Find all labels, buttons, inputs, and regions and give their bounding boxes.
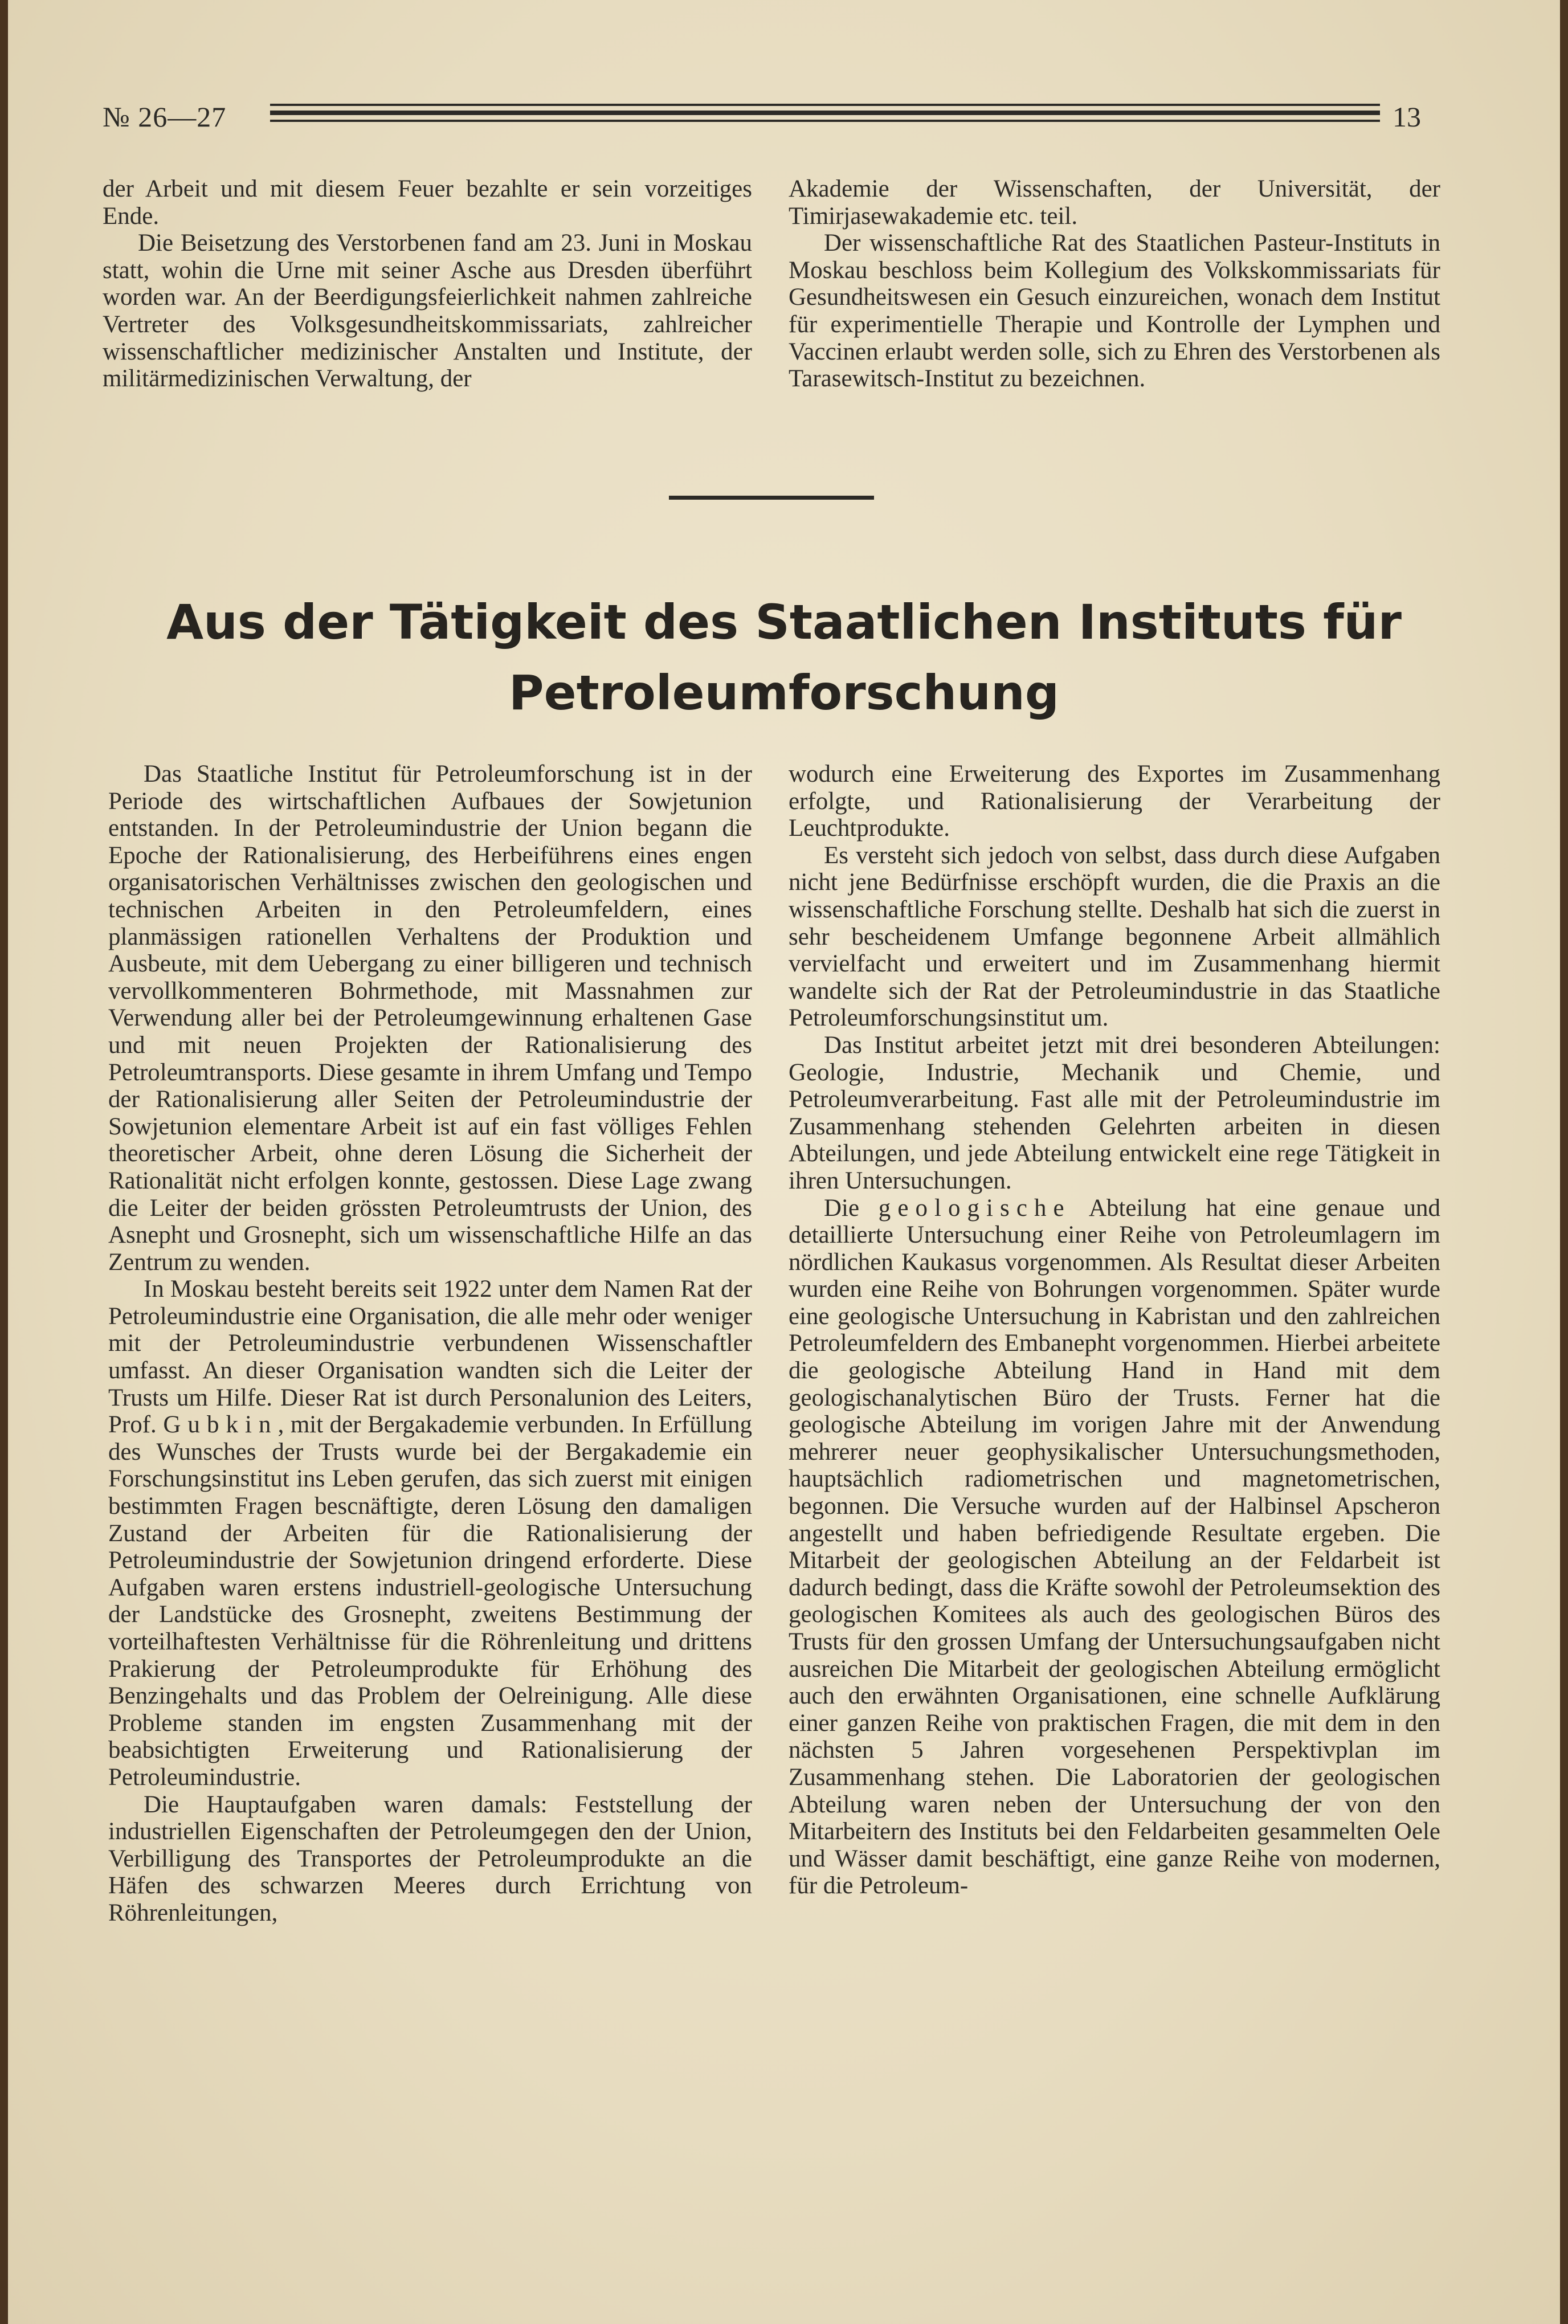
paragraph: Die Beisetzung des Verstorbenen fand am 23. Juni in Moskau statt, wohin die Urne mit seiner Asche aus Dresden überführt worden war. An der Beerdigungsfeierlichkeit nahmen zahlreiche Vertreter des Volksgesundheitskommissariats, zahlreicher wissenschaftlicher medizinischer Anstalten und Institute, der militärmedizinischen Verwaltung, der — [103, 230, 752, 393]
person-name-spaced: Gubkin — [163, 1411, 278, 1439]
paragraph: Die Hauptaufgaben waren damals: Feststellung der industriellen Eigenschaften der Petroleumgegen den der Union, Verbilligung des Transportes der Petroleumprodukte an die Häfen des schwarzen Meeres durch Errichtung von Röhrenleitungen, — [108, 1791, 752, 1926]
section-divider — [669, 496, 874, 500]
article-title — [111, 587, 1457, 728]
page-header — [8, 97, 1560, 142]
header-rule-thick — [270, 111, 1380, 115]
paragraph: Der wissenschaftliche Rat des Staatlichen Pasteur-Instituts in Moskau beschloss beim Kollegium des Volkskommissariats für Gesundheitswesen ein Gesuch einzureichen, wonach dem Institut für experimentielle Therapie und Kontrolle der Lymphen und Vaccinen erlaubt werden solle, sich zu Ehren des Verstorbenen als Tarasewitsch-Institut zu bezeichnen. — [789, 230, 1440, 393]
paragraph: Akademie der Wissenschaften, der Universität, der Timirjasewakademie etc. teil. — [789, 175, 1440, 230]
paragraph: Es versteht sich jedoch von selbst, dass durch diese Aufgaben nicht jene Bedürfnisse erschöpft wurden, die die Praxis an die wissenschaftliche Forschung stellte. Deshalb hat sich die zuerst in sehr bescheidenem Umfange begonnene Arbeit allmählich vervielfacht und erweitert und im Zusammenhang hiermit wandelte sich der Rat der Petroleumindustrie in das Staatliche Petroleumforschungsinstitut um. — [789, 842, 1440, 1032]
text-run: Die — [824, 1194, 860, 1222]
article-title-line-2: Petroleumforschung — [509, 665, 1059, 721]
paragraph: wodurch eine Erweiterung des Exportes im Zusammenhang erfolgte, und Rationalisierung der Verarbeitung der Leuchtprodukte. — [789, 761, 1440, 842]
text-run: , mit der Bergakademie verbunden. In Erfüllung des Wunsches der Trusts wurde bei der Bergakademie ein Forschungsinstitut ins Leben gerufen, das sich zuerst mit einigen bestimmten Fragen bescnäftigte, deren Lösung den damaligen Zustand der Arbeiten für die Rationalisierung der Petroleumindustrie der Sowjetunion dringend erforderte. Diese Aufgaben waren erstens industriell-geologische Untersuchung der Landstücke des Grosnepht, zweitens Bestimmung der vorteilhaftesten Verhältnisse für die Röhrenleitung und drittens Prakierung der Petroleumprodukte für Erhöhung des Benzingehalts und das Problem der Oelreinigung. Alle diese Probleme standen im engsten Zusammenhang mit der beabsichtigten Erweiterung und Rationalisierung der Petroleumindustrie. — [108, 1411, 753, 1791]
newspaper-page — [8, 0, 1560, 2324]
previous-article-left-column — [103, 175, 752, 393]
article-left-column — [108, 761, 752, 1927]
previous-article-right-column — [789, 175, 1440, 393]
header-rule-thin-top — [270, 104, 1380, 106]
article-title-line-1: Aus der Tätigkeit des Staatlichen Instituts für — [166, 594, 1402, 650]
paragraph: Das Institut arbeitet jetzt mit drei besonderen Abteilungen: Geologie, Industrie, Mechanik und Chemie, und Petroleumverarbeitung. Fast alle mit der Petroleumindustrie im Zusammenhang stehenden Gelehrten arbeiten in diesen Abteilungen, und jede Abteilung entwickelt eine rege Tätigkeit in ihren Untersuchungen. — [789, 1031, 1440, 1194]
header-rule-thin-bottom — [270, 120, 1380, 122]
paragraph: Das Staatliche Institut für Petroleumforschung ist in der Periode des wirtschaftlichen Aufbaues der Sowjetunion entstanden. In der Petroleumindustrie der Union begann die Epoche der Rationalisierung, des Herbeiführens eines engen organisatorischen Verhältnisses zwischen den geologischen und technischen Arbeiten in den Petroleumfeldern, eines planmässigen rationellen Verhaltens der Produktion und Ausbeute, mit dem Uebergang zu einer billigeren und technisch vervollkommenteren Bohrmethode, mit Massnahmen zur Verwendung aller bei der Petroleumgewinnung erhaltenen Gase und mit neuen Projekten der Rationalisierung des Petroleumtransports. Diese gesamte in ihrem Umfang und Tempo der Rationalisierung aller Seiten der Petroleumindustrie der Sowjetunion elementare Arbeit ist auf ein fast völliges Fehlen theoretischer Arbeit, ohne deren Lösung die Sicherheit der Rationalität nicht erfolgen konnte, gestossen. Diese Lage zwang die Leiter der beiden grössten Petroleumtrusts der Union, des Asnepht und Grosnepht, sich um wissenschaftliche Hilfe an das Zentrum zu wenden. — [108, 761, 752, 1276]
text-run: In Moskau besteht bereits seit 1922 unter dem Namen Rat der Petroleumindustrie eine Organisation, die alle mehr oder weniger mit der Petroleumindustrie verbundenen Wissenschaftler umfasst. An dieser Organisation wandten sich die Leiter der Trusts um Hilfe. Dieser Rat ist durch Personalunion des Leiters, Prof. — [108, 1276, 752, 1439]
issue-number: № 26—27 — [103, 101, 227, 133]
article-right-column — [789, 761, 1440, 1900]
paragraph: der Arbeit und mit diesem Feuer bezahlte er sein vorzeitiges Ende. — [103, 175, 752, 230]
emphasis-spaced: geologische — [878, 1194, 1071, 1222]
text-run: Abteilung hat eine genaue und detaillierte Untersuchung einer Reihe von Petroleumlagern im nördlichen Kaukasus vorgenommen. Als Resultat dieser Arbeiten wurden eine Reihe von Bohrungen vorgenommen. Später wurde eine geologische Untersuchung in Kabristan und den zahlreichen Petroleumfeldern des Embanepht vorgenommen. Hierbei arbeitete die geologische Abteilung Hand in Hand mit dem geologischanalytischen Büro der Trusts. Ferner hat die geologische Abteilung im vorigen Jahre mit der Anwendung mehrerer neuer geophysikalischer Untersuchungsmethoden, hauptsächlich radiometrischen und magnetometrischen, begonnen. Die Versuche wurden auf der Halbinsel Apscheron angestellt und haben befriedigende Resultate ergeben. Die Mitarbeit der geologischen Abteilung an der Feldarbeit ist dadurch bedingt, dass die Kräfte sowohl der Petroleumsektion des geologischen Komitees als auch des geologischen Büros des Trusts für den grossen Umfang der Untersuchungsaufgaben nicht ausreichen Die Mitarbeit der geologischen Abteilung ermöglicht auch den erwähnten Organisationen, eine schnelle Aufklärung einer ganzen Reihe von praktischen Fragen, die mit dem in den nächsten 5 Jahren vorgesehenen Perspektivplan im Zusammenhang stehen. Die Laboratorien der geologischen Abteilung waren neben der Untersuchung der von den Mitarbeitern des Instituts bei den Feldarbeiten gesammelten Oele und Wässer damit beschäftigt, eine ganze Reihe von modernen, für die Petroleum- — [789, 1194, 1441, 1900]
paragraph — [108, 1276, 752, 1791]
paragraph — [789, 1195, 1440, 1900]
page-number: 13 — [1393, 101, 1421, 133]
